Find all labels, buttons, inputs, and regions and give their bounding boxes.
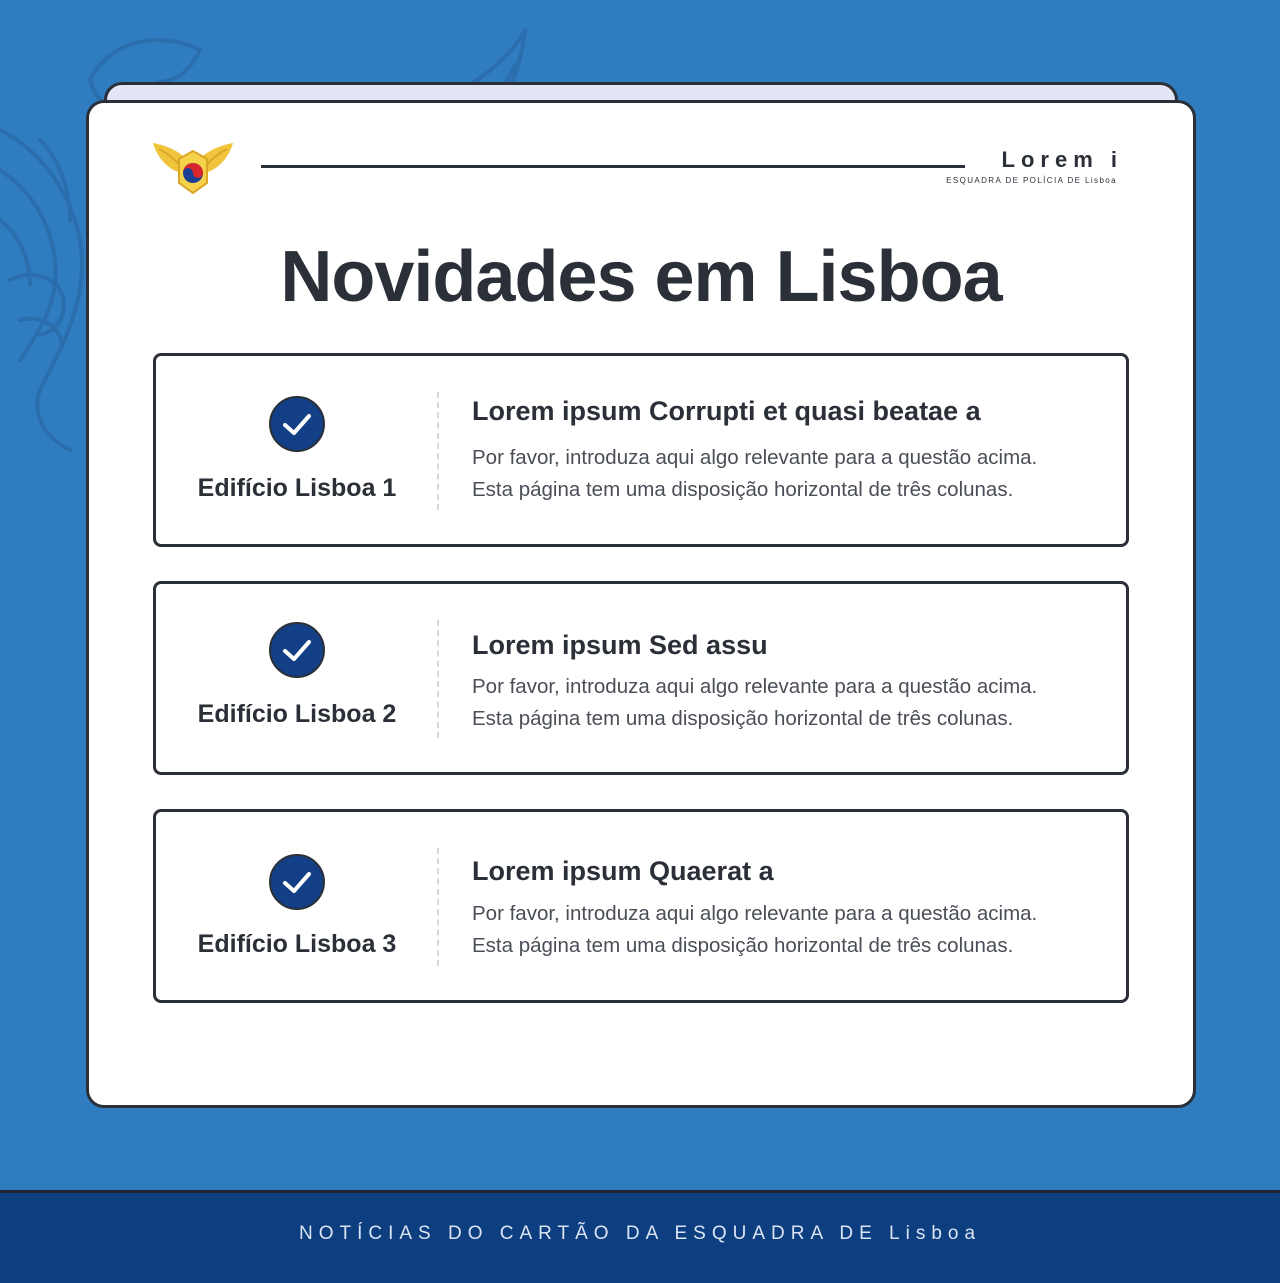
news-item-2 [153, 581, 1129, 775]
item-description-line-2: Esta página tem uma disposição horizontal de três colunas. [472, 707, 1014, 730]
footer-bar [0, 1190, 1280, 1283]
building-label: Edifício Lisboa 2 [197, 700, 397, 728]
page-title: Novidades em Lisboa [280, 237, 1002, 317]
item-description-line-1: Por favor, introduza aqui algo relevante para a questão acima. [472, 675, 1038, 698]
item-description-line-2: Esta página tem uma disposição horizontal de três colunas. [472, 934, 1014, 957]
check-circle-icon [269, 396, 325, 452]
news-card [86, 100, 1196, 1108]
brand-block [946, 147, 1123, 185]
item-heading: Lorem ipsum Quaerat a [472, 856, 774, 886]
building-label: Edifício Lisboa 3 [197, 930, 397, 958]
building-label: Edifício Lisboa 1 [197, 474, 397, 502]
footer-text: NOTÍCIAS DO CARTÃO DA ESQUADRA DE Lisboa [298, 1223, 982, 1244]
item-heading: Lorem ipsum Sed assu [472, 630, 768, 660]
column-divider [437, 620, 439, 738]
brand-subtitle: ESQUADRA DE POLÍCIA DE Lisboa [946, 176, 1117, 185]
brand-name: Lorem i [1001, 147, 1123, 172]
item-left-column [156, 584, 438, 772]
check-circle-icon [269, 854, 325, 910]
item-description-line-1: Por favor, introduza aqui algo relevante para a questão acima. [472, 902, 1038, 925]
item-left-column [156, 356, 438, 544]
header-rule [261, 165, 965, 168]
check-circle-icon [269, 622, 325, 678]
column-divider [437, 392, 439, 510]
item-description-line-2: Esta página tem uma disposição horizontal de três colunas. [472, 478, 1014, 501]
column-divider [437, 848, 439, 966]
news-item-3 [153, 809, 1129, 1003]
item-description-line-1: Por favor, introduza aqui algo relevante para a questão acima. [472, 446, 1038, 469]
item-heading: Lorem ipsum Corrupti et quasi beatae a [472, 396, 981, 426]
news-item-1 [153, 353, 1129, 547]
item-left-column [156, 812, 438, 1000]
police-emblem-logo [151, 139, 235, 199]
